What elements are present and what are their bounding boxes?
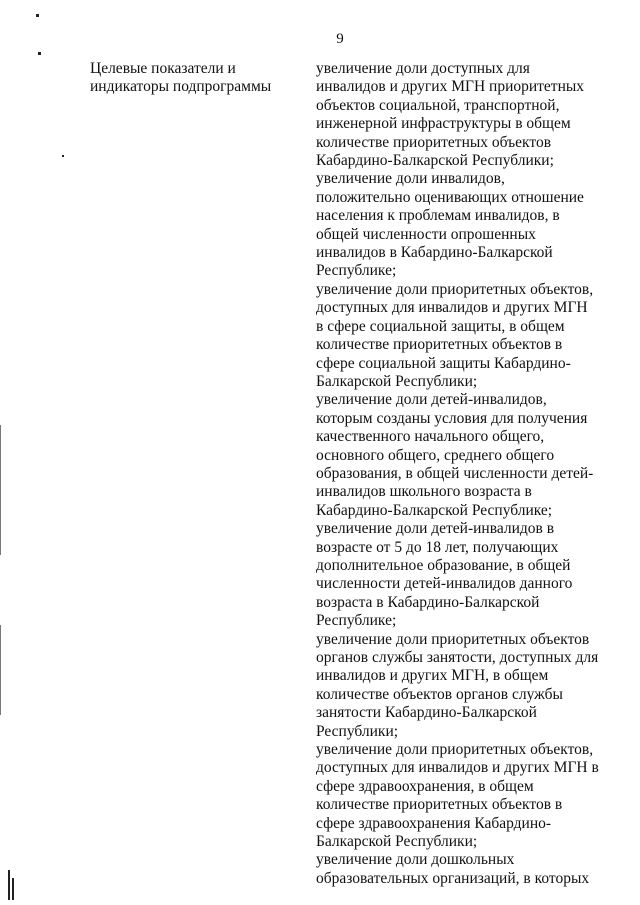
- left-scan-edge: [0, 425, 1, 555]
- indicator-line: сфере здравоохранения, в общем: [316, 777, 534, 795]
- indicator-line: качественного начального общего,: [316, 428, 545, 446]
- indicator-line: количестве объектов органов службы: [316, 685, 563, 703]
- indicator-line: общей численности опрошенных: [316, 225, 536, 243]
- scan-speck: [38, 52, 41, 55]
- binding-mark: [12, 878, 14, 900]
- indicator-line: увеличение доли инвалидов,: [316, 170, 505, 188]
- indicator-line: сфере здравоохранения Кабардино-: [316, 814, 552, 832]
- indicator-line: объектов социальной, транспортной,: [316, 96, 560, 114]
- indicator-line: численности детей-инвалидов данного: [316, 575, 573, 593]
- indicator-line: сфере социальной защиты Кабардино-: [316, 354, 571, 372]
- heading-line: индикаторы подпрограммы: [90, 78, 272, 96]
- indicator-line: увеличение доли детей-инвалидов в: [316, 520, 555, 538]
- indicator-line: доступных для инвалидов и других МГН: [316, 299, 588, 317]
- indicator-line: инвалидов и других МГН приоритетных: [316, 78, 585, 96]
- heading-line: Целевые показатели и: [90, 60, 236, 77]
- indicator-line: Кабардино-Балкарской Республики;: [316, 152, 554, 170]
- indicator-line: количестве приоритетных объектов: [316, 133, 552, 151]
- indicator-line: которым созданы условия для получения: [316, 409, 588, 427]
- indicator-line: увеличение доли детей-инвалидов,: [316, 391, 547, 409]
- indicator-line: населения к проблемам инвалидов, в: [316, 207, 560, 225]
- indicator-line: Республике;: [316, 262, 397, 280]
- indicator-line: возраста в Кабардино-Балкарской: [316, 593, 540, 611]
- indicator-line: положительно оценивающих отношение: [316, 188, 584, 206]
- indicator-line: основного общего, среднего общего: [316, 446, 555, 464]
- scan-speck: [36, 14, 39, 17]
- indicator-line: образования, в общей численности детей-: [316, 464, 594, 482]
- indicator-line: образовательных организаций, в которых: [316, 869, 590, 887]
- left-scan-edge: [0, 625, 1, 715]
- indicator-line: количестве приоритетных объектов в: [316, 336, 563, 354]
- indicator-line: возрасте от 5 до 18 лет, получающих: [316, 538, 559, 556]
- indicator-line: Кабардино-Балкарской Республике;: [316, 501, 553, 519]
- indicator-line: Балкарской Республики;: [316, 833, 478, 851]
- indicator-line: увеличение доли доступных для: [316, 60, 530, 77]
- scan-speck: [62, 155, 64, 157]
- indicator-line: инвалидов и других МГН, в общем: [316, 667, 549, 685]
- indicator-line: доступных для инвалидов и других МГН в: [316, 759, 599, 777]
- indicator-line: дополнительное образование, в общей: [316, 556, 571, 574]
- indicators-list: [316, 60, 616, 888]
- indicator-line: инженерной инфраструктуры в общем: [316, 115, 571, 133]
- indicators-heading: [90, 60, 290, 97]
- indicator-line: Балкарской Республики;: [316, 372, 478, 390]
- indicator-line: Республике;: [316, 612, 397, 630]
- indicator-line: органов службы занятости, доступных для: [316, 649, 599, 666]
- indicator-line: инвалидов школьного возраста в: [316, 483, 532, 501]
- indicator-line: увеличение доли дошкольных: [316, 851, 515, 869]
- binding-mark: [8, 870, 10, 900]
- indicator-line: увеличение доли приоритетных объектов: [316, 630, 590, 648]
- indicator-line: занятости Кабардино-Балкарской: [316, 704, 537, 722]
- indicator-line: в сфере социальной защиты, в общем: [316, 317, 565, 335]
- indicator-line: увеличение доли приоритетных объектов,: [316, 280, 594, 298]
- indicator-line: Республики;: [316, 722, 399, 740]
- page-number: 9: [336, 31, 344, 47]
- indicator-line: увеличение доли приоритетных объектов,: [316, 741, 594, 759]
- indicator-line: инвалидов в Кабардино-Балкарской: [316, 244, 553, 262]
- indicator-line: количестве приоритетных объектов в: [316, 796, 563, 814]
